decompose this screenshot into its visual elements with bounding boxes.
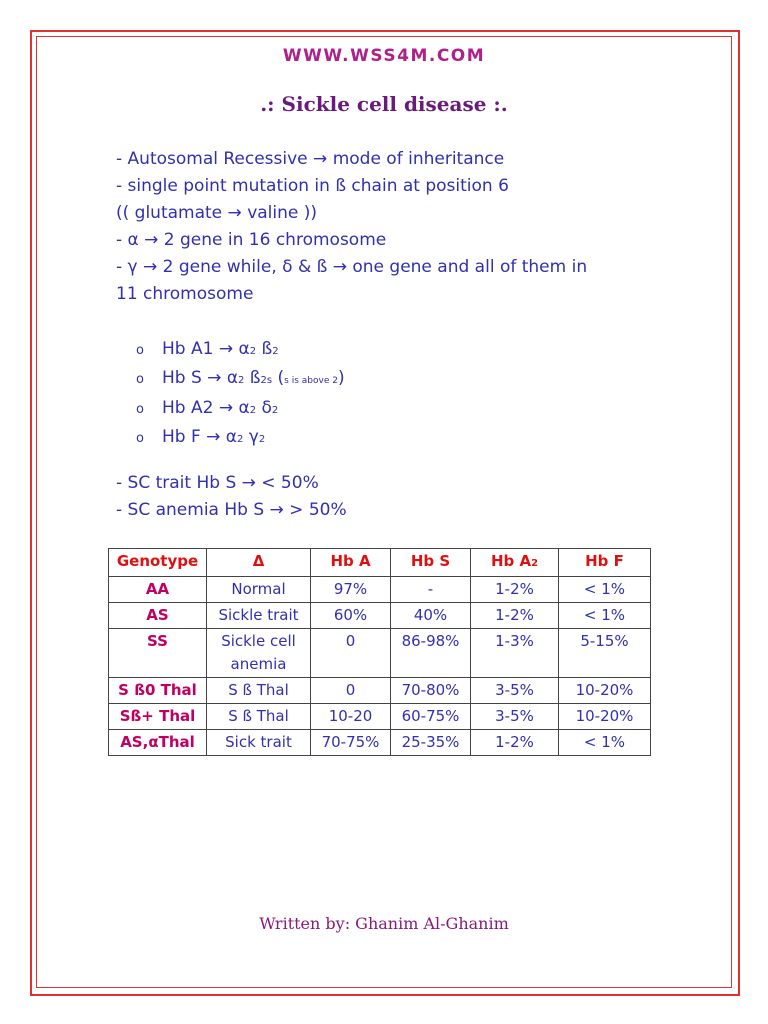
cell-hb-a2: 1-2% bbox=[471, 577, 559, 603]
text-line: - SC trait Hb S → < 50% bbox=[116, 473, 319, 493]
header-hb-s: Hb S bbox=[391, 549, 471, 577]
sc-lines bbox=[116, 470, 347, 524]
cell-genotype: AA bbox=[109, 577, 207, 603]
list-item: o Hb F → α2 γ2 bbox=[136, 424, 345, 453]
hemoglobin-list bbox=[136, 336, 345, 453]
bullet-marker: o bbox=[136, 343, 144, 358]
cell-genotype: Sß+ Thal bbox=[109, 704, 207, 730]
cell-hb-a: 70-75% bbox=[311, 730, 391, 756]
cell-delta: Normal bbox=[207, 577, 311, 603]
header-delta: Δ bbox=[207, 549, 311, 577]
text-line: - α → 2 gene in 16 chromosome bbox=[116, 230, 387, 250]
cell-delta: Sickle trait bbox=[207, 603, 311, 629]
bullet-marker: o bbox=[136, 431, 144, 446]
header-hb-f: Hb F bbox=[559, 549, 651, 577]
cell-hb-s: - bbox=[391, 577, 471, 603]
cell-genotype: AS,αThal bbox=[109, 730, 207, 756]
text-line: 11 chromosome bbox=[116, 284, 254, 304]
intro-lines bbox=[116, 146, 676, 308]
author-footer: Written by: Ghanim Al-Ghanim bbox=[259, 914, 509, 933]
table-row bbox=[109, 629, 651, 678]
text-line: - Autosomal Recessive → mode of inheritance bbox=[116, 149, 505, 169]
bullet-marker: o bbox=[136, 402, 144, 417]
list-item: o Hb A1 → α2 ß2 bbox=[136, 336, 345, 365]
cell-hb-f: 10-20% bbox=[559, 704, 651, 730]
cell-delta: Sick trait bbox=[207, 730, 311, 756]
cell-delta: S ß Thal bbox=[207, 678, 311, 704]
cell-hb-a: 60% bbox=[311, 603, 391, 629]
cell-hb-f: < 1% bbox=[559, 577, 651, 603]
cell-hb-s: 60-75% bbox=[391, 704, 471, 730]
header-hb-a2: Hb A2 bbox=[471, 549, 559, 577]
cell-genotype: AS bbox=[109, 603, 207, 629]
cell-hb-a: 0 bbox=[311, 678, 391, 704]
bullet-marker: o bbox=[136, 372, 144, 387]
cell-genotype: SS bbox=[109, 629, 207, 678]
cell-hb-a: 10-20 bbox=[311, 704, 391, 730]
table-row bbox=[109, 730, 651, 756]
cell-hb-s: 40% bbox=[391, 603, 471, 629]
cell-hb-f: 10-20% bbox=[559, 678, 651, 704]
cell-hb-a2: 3-5% bbox=[471, 704, 559, 730]
cell-hb-a: 0 bbox=[311, 629, 391, 678]
header-hb-a: Hb A bbox=[311, 549, 391, 577]
cell-genotype: S ß0 Thal bbox=[109, 678, 207, 704]
table-row bbox=[109, 603, 651, 629]
cell-hb-a2: 3-5% bbox=[471, 678, 559, 704]
cell-hb-a: 97% bbox=[311, 577, 391, 603]
site-url: WWW.WSS4M.COM bbox=[282, 46, 486, 66]
cell-hb-f: < 1% bbox=[559, 603, 651, 629]
table-header-row bbox=[109, 549, 651, 577]
text-line: - SC anemia Hb S → > 50% bbox=[116, 500, 347, 520]
cell-delta: Sickle cell anemia bbox=[207, 629, 311, 678]
cell-hb-f: 5-15% bbox=[559, 629, 651, 678]
text-line: - γ → 2 gene while, δ & ß → one gene and all of them in bbox=[116, 257, 588, 277]
text-line: (( glutamate → valine )) bbox=[116, 203, 318, 223]
header-genotype: Genotype bbox=[109, 549, 207, 577]
cell-hb-f: < 1% bbox=[559, 730, 651, 756]
table-row bbox=[109, 678, 651, 704]
cell-hb-a2: 1-2% bbox=[471, 730, 559, 756]
genotype-table bbox=[108, 548, 651, 756]
list-item: o Hb A2 → α2 δ2 bbox=[136, 395, 345, 424]
cell-hb-a2: 1-2% bbox=[471, 603, 559, 629]
page-title: .: Sickle cell disease :. bbox=[260, 92, 508, 116]
table-row bbox=[109, 704, 651, 730]
cell-delta: S ß Thal bbox=[207, 704, 311, 730]
cell-hb-s: 25-35% bbox=[391, 730, 471, 756]
list-item: o Hb S → α2 ß2s (s is above 2) bbox=[136, 365, 345, 395]
table-row bbox=[109, 577, 651, 603]
text-line: - single point mutation in ß chain at position 6 bbox=[116, 176, 509, 196]
cell-hb-s: 70-80% bbox=[391, 678, 471, 704]
cell-hb-a2: 1-3% bbox=[471, 629, 559, 678]
cell-hb-s: 86-98% bbox=[391, 629, 471, 678]
